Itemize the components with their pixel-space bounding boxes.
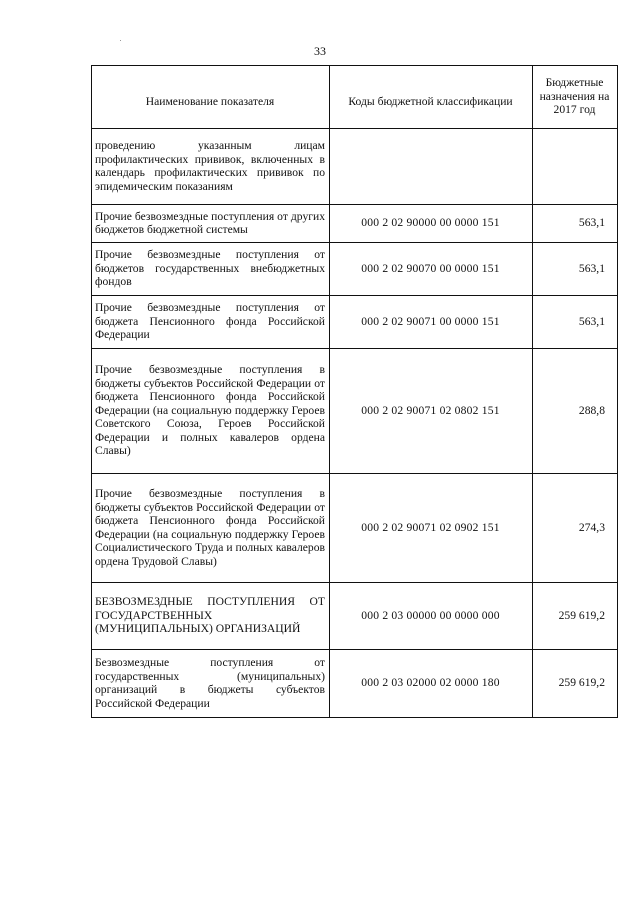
- table-header-row: [92, 66, 618, 129]
- header-budget-codes: Коды бюджетной классификации: [330, 66, 533, 129]
- row-value: 563,1: [533, 205, 618, 243]
- row-value: 274,3: [533, 474, 618, 583]
- row-code: 000 2 02 90070 00 0000 151: [330, 243, 533, 296]
- header-budget-2017: Бюджетные назначения на 2017 год: [533, 66, 618, 129]
- row-name: Безвозмездные поступления от государственных (муниципальных) организаций в бюджеты субъектов Российской Федерации: [92, 650, 330, 718]
- table-row: [92, 650, 618, 718]
- row-value: 259 619,2: [533, 583, 618, 650]
- table-row: [92, 474, 618, 583]
- row-value: 563,1: [533, 243, 618, 296]
- row-name: БЕЗВОЗМЕЗДНЫЕ ПОСТУПЛЕНИЯ ОТ ГОСУДАРСТВЕННЫХ (МУНИЦИПАЛЬНЫХ) ОРГАНИЗАЦИЙ: [92, 583, 330, 650]
- table-row: [92, 296, 618, 349]
- row-name: Прочие безвозмездные поступления от других бюджетов бюджетной системы: [92, 205, 330, 243]
- row-code: 000 2 03 00000 00 0000 000: [330, 583, 533, 650]
- row-code: [330, 129, 533, 205]
- row-name: проведению указанным лицам профилактических прививок, включенных в календарь профилактических прививок по эпидемическим показаниям: [92, 129, 330, 205]
- row-code: 000 2 02 90071 02 0902 151: [330, 474, 533, 583]
- table-row: [92, 583, 618, 650]
- row-name: Прочие безвозмездные поступления от бюджетов государственных внебюджетных фондов: [92, 243, 330, 296]
- row-code: 000 2 02 90071 00 0000 151: [330, 296, 533, 349]
- row-code: 000 2 02 90000 00 0000 151: [330, 205, 533, 243]
- table-row: [92, 205, 618, 243]
- table-row: [92, 349, 618, 474]
- page-number: 33: [314, 44, 326, 58]
- table-row: [92, 243, 618, 296]
- header-indicator-name: Наименование показателя: [92, 66, 330, 129]
- row-value: 259 619,2: [533, 650, 618, 718]
- row-value: 563,1: [533, 296, 618, 349]
- row-code: 000 2 03 02000 02 0000 180: [330, 650, 533, 718]
- row-name: Прочие безвозмездные поступления в бюджеты субъектов Российской Федерации от бюджета Пенсионного фонда Российской Федерации (на социальную поддержку Героев Социалистического Труда и полных кавалеров ордена Трудовой Славы): [92, 474, 330, 583]
- row-name: Прочие безвозмездные поступления в бюджеты субъектов Российской Федерации от бюджета Пенсионного фонда Российской Федерации (на социальную поддержку Героев Советского Союза, Героев Российской Федерации и полных кавалеров ордена Славы): [92, 349, 330, 474]
- budget-table: [91, 65, 618, 718]
- table-row: [92, 129, 618, 205]
- row-code: 000 2 02 90071 02 0802 151: [330, 349, 533, 474]
- row-name: Прочие безвозмездные поступления от бюджета Пенсионного фонда Российской Федерации: [92, 296, 330, 349]
- row-value: [533, 129, 618, 205]
- row-value: 288,8: [533, 349, 618, 474]
- scan-speck: [120, 40, 121, 41]
